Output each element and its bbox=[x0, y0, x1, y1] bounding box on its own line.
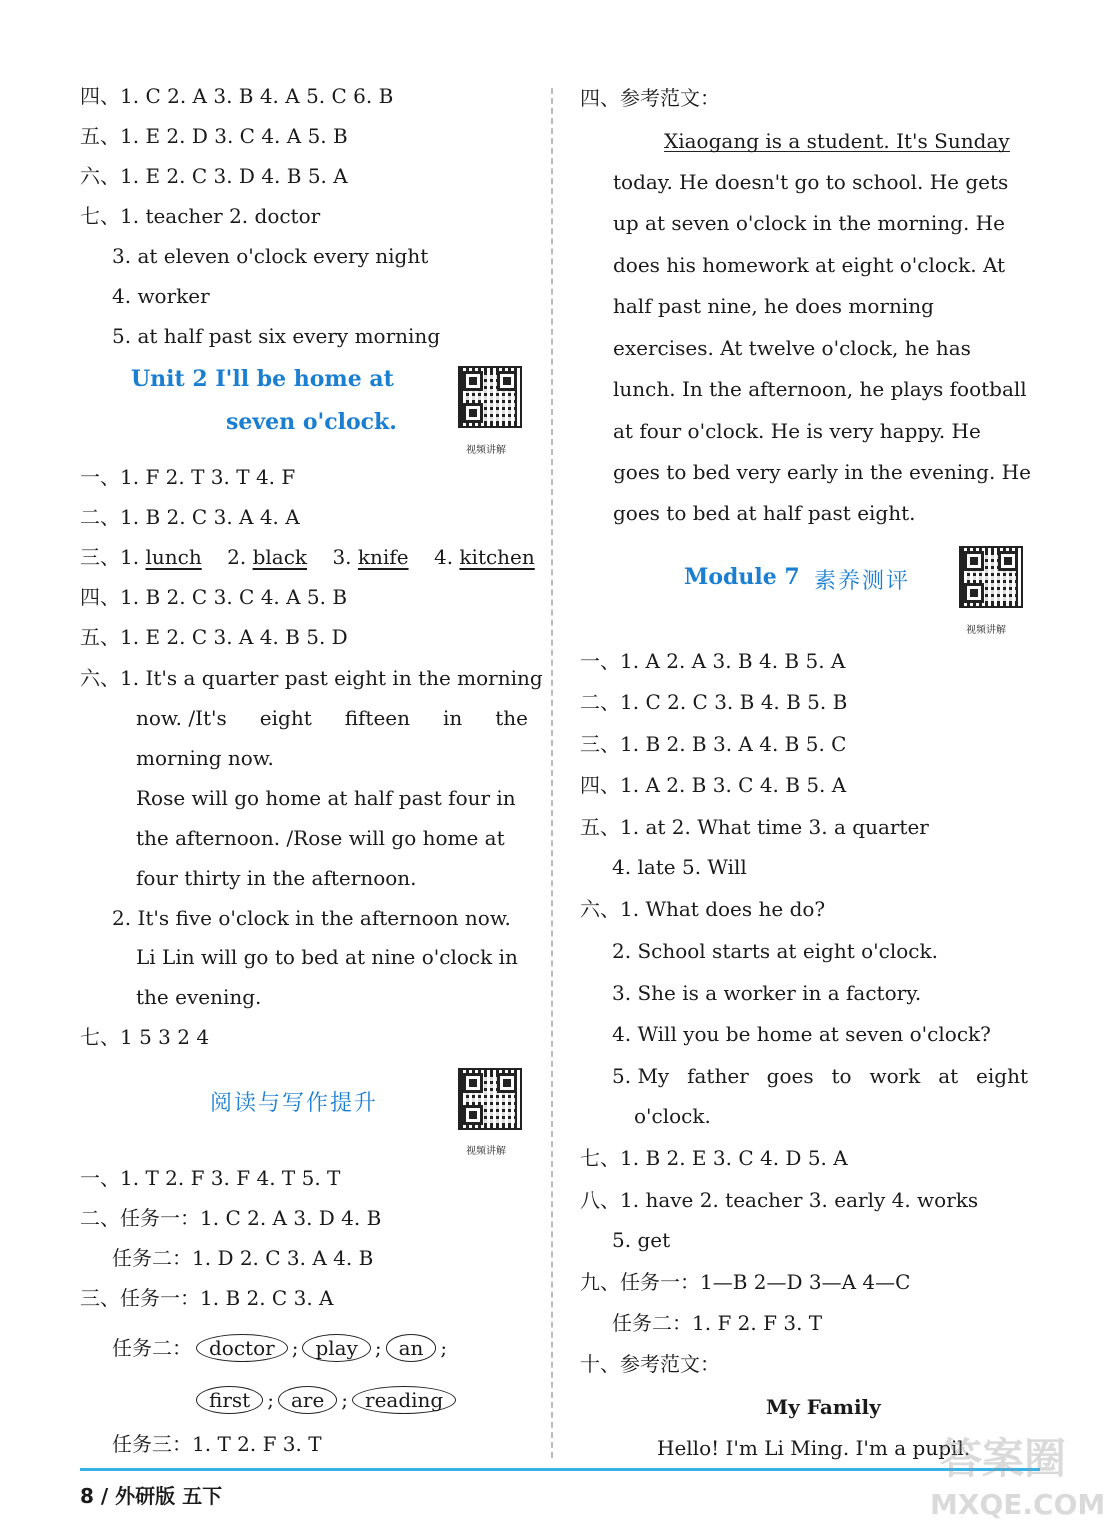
word: at bbox=[938, 1064, 959, 1088]
r-m6d: 4. Will you be home at seven o'clock? bbox=[612, 1022, 991, 1046]
r-m4: 四、1. A 2. B 3. C 4. B 5. A bbox=[580, 773, 847, 797]
essay-line bbox=[613, 255, 1005, 275]
circled-word: doctor bbox=[196, 1334, 288, 1362]
l-u3: 三、1. lunch 2. black 3. knife 4. kitchen bbox=[80, 545, 535, 569]
l-s7a: 七、1. teacher 2. doctor bbox=[80, 204, 321, 228]
l-r3d: 任务三：1. T 2. F 3. T bbox=[112, 1432, 322, 1456]
r-essay-head: 四、参考范文： bbox=[580, 86, 720, 110]
u3-prefix: 三、1. bbox=[80, 545, 146, 569]
essay-text: at four o'clock. He is very happy. He bbox=[613, 419, 981, 443]
r-m5a: 五、1. at 2. What time 3. a quarter bbox=[580, 815, 929, 839]
circled-word: reading bbox=[352, 1386, 456, 1414]
u3-word: kitchen bbox=[459, 545, 535, 569]
essay-text: half past nine, he does morning bbox=[613, 294, 934, 318]
module7-subtitle: 素养测评 bbox=[814, 569, 911, 594]
reading-writing-title: 阅读与写作提升 bbox=[210, 1091, 379, 1116]
l-r3a: 三、任务一：1. B 2. C 3. A bbox=[80, 1286, 334, 1310]
essay-line bbox=[664, 131, 1028, 152]
r-m6e bbox=[612, 1066, 1028, 1086]
r-m9b: 任务二：1. F 2. F 3. T bbox=[612, 1311, 823, 1335]
l-u2: 二、1. B 2. C 3. A 4. A bbox=[80, 505, 300, 529]
family-title: My Family bbox=[766, 1395, 881, 1419]
footer-rule bbox=[80, 1468, 1040, 1471]
qr-code-icon[interactable] bbox=[458, 1068, 522, 1130]
watermark-url: MXQE.COM bbox=[930, 1488, 1105, 1521]
l-u6-1e: the afternoon. /Rose will go home at bbox=[136, 826, 505, 850]
l-r3b: 任务二： doctor ; play ; an ; bbox=[112, 1336, 448, 1360]
qr-code-icon[interactable] bbox=[458, 366, 522, 428]
essay-line bbox=[613, 503, 916, 523]
l-s4: 四、1. C 2. A 3. B 4. A 5. C 6. B bbox=[80, 84, 394, 108]
watermark-logo: 答案圈 bbox=[940, 1434, 1067, 1483]
l-u6-2c: the evening. bbox=[136, 985, 262, 1009]
word: the bbox=[495, 706, 528, 730]
r-m8a: 八、1. have 2. teacher 3. early 4. works bbox=[580, 1188, 979, 1212]
u3-word: knife bbox=[357, 545, 409, 569]
essay-line bbox=[613, 296, 934, 316]
unit2-title-line1: Unit 2 I'll be home at bbox=[131, 366, 394, 392]
circled-word: are bbox=[278, 1386, 337, 1414]
essay-line bbox=[613, 338, 971, 358]
word: 5. My bbox=[612, 1064, 670, 1088]
essay-line bbox=[613, 421, 981, 441]
l-r2a: 二、任务一：1. C 2. A 3. D 4. B bbox=[80, 1206, 382, 1230]
l-u6-1b bbox=[136, 708, 528, 728]
circled-word: play bbox=[302, 1334, 370, 1362]
r-m6f: o'clock. bbox=[634, 1104, 711, 1128]
l-s7c: 4. worker bbox=[112, 284, 210, 308]
r-m10: 十、参考范文： bbox=[580, 1352, 720, 1376]
r-m2: 二、1. C 2. C 3. B 4. B 5. B bbox=[580, 690, 848, 714]
r-m1: 一、1. A 2. A 3. B 4. B 5. A bbox=[580, 649, 846, 673]
u3-word: black bbox=[252, 545, 308, 569]
circled-word: an bbox=[386, 1334, 437, 1362]
word: eight bbox=[259, 706, 312, 730]
word: to bbox=[831, 1064, 852, 1088]
l-u7: 七、1 5 3 2 4 bbox=[80, 1025, 210, 1049]
word: now. /It's bbox=[136, 706, 227, 730]
l-s7d: 5. at half past six every morning bbox=[112, 324, 441, 348]
essay-text: up at seven o'clock in the morning. He bbox=[613, 211, 1005, 235]
family-line: Hello! I'm Li Ming. I'm a pupil. bbox=[657, 1436, 971, 1460]
r-m6b: 2. School starts at eight o'clock. bbox=[612, 939, 938, 963]
word: fifteen bbox=[344, 706, 411, 730]
r-m3: 三、1. B 2. B 3. A 4. B 5. C bbox=[580, 732, 847, 756]
l-r3c: first ; are ; reading bbox=[192, 1386, 460, 1414]
l-s5: 五、1. E 2. D 3. C 4. A 5. B bbox=[80, 124, 348, 148]
l-u6-1d: Rose will go home at half past four in bbox=[136, 786, 516, 810]
unit2-title-line2: seven o'clock. bbox=[226, 409, 397, 435]
r-m8b: 5. get bbox=[612, 1228, 671, 1252]
qr-code-icon[interactable] bbox=[959, 546, 1023, 608]
l-u6-2b: Li Lin will go to bed at nine o'clock in bbox=[136, 945, 518, 969]
essay-text: goes to bed very early in the evening. He bbox=[613, 460, 1031, 484]
l-s7b: 3. at eleven o'clock every night bbox=[112, 244, 429, 268]
l-u6-1f: four thirty in the afternoon. bbox=[136, 866, 417, 890]
l-s6: 六、1. E 2. C 3. D 4. B 5. A bbox=[80, 164, 348, 188]
circled-word: first bbox=[196, 1386, 263, 1414]
word: father bbox=[687, 1064, 749, 1088]
qr-caption: 视频讲解 bbox=[966, 625, 1006, 636]
essay-text: exercises. At twelve o'clock, he has bbox=[613, 336, 971, 360]
essay-line bbox=[613, 213, 1005, 233]
qr-caption: 视频讲解 bbox=[466, 445, 506, 456]
l-u4: 四、1. B 2. C 3. C 4. A 5. B bbox=[80, 585, 348, 609]
r-m7: 七、1. B 2. E 3. C 4. D 5. A bbox=[580, 1146, 848, 1170]
l-u6-1a: 六、1. It's a quarter past eight in the morning bbox=[80, 666, 543, 690]
essay-text: lunch. In the afternoon, he plays football bbox=[613, 377, 1027, 401]
l-u6-2a: 2. It's five o'clock in the afternoon now. bbox=[112, 906, 511, 930]
essay-line bbox=[613, 462, 1031, 482]
l-u5: 五、1. E 2. C 3. A 4. B 5. D bbox=[80, 625, 348, 649]
essay-text: goes to bed at half past eight. bbox=[613, 501, 916, 525]
l-u1: 一、1. F 2. T 3. T 4. F bbox=[80, 465, 296, 489]
l-r1: 一、1. T 2. F 3. F 4. T 5. T bbox=[80, 1166, 341, 1190]
r-m6a: 六、1. What does he do? bbox=[580, 897, 826, 921]
essay-line bbox=[613, 172, 1008, 192]
r-m5b: 4. late 5. Will bbox=[612, 855, 747, 879]
word: in bbox=[442, 706, 463, 730]
module7-title: Module 7 bbox=[684, 564, 800, 590]
word: work bbox=[869, 1064, 921, 1088]
qr-caption: 视频讲解 bbox=[466, 1146, 506, 1157]
footer-text: 8 / 外研版 五下 bbox=[80, 1484, 223, 1508]
essay-text: today. He doesn't go to school. He gets bbox=[613, 170, 1009, 194]
word: eight bbox=[976, 1064, 1028, 1088]
word: goes bbox=[766, 1064, 814, 1088]
r3b-prefix: 任务二： bbox=[112, 1336, 192, 1360]
r-m9a: 九、任务一：1—B 2—D 3—A 4—C bbox=[580, 1270, 911, 1294]
column-divider bbox=[551, 88, 553, 1458]
essay-line bbox=[613, 379, 1027, 399]
l-u6-1c: morning now. bbox=[136, 746, 274, 770]
essay-text: does his homework at eight o'clock. At bbox=[613, 253, 1006, 277]
l-r2b: 任务二：1. D 2. C 3. A 4. B bbox=[112, 1246, 374, 1270]
r-m6c: 3. She is a worker in a factory. bbox=[612, 981, 922, 1005]
essay-text: Xiaogang is a student. It's Sunday bbox=[664, 129, 1010, 153]
u3-word: lunch bbox=[145, 545, 202, 569]
